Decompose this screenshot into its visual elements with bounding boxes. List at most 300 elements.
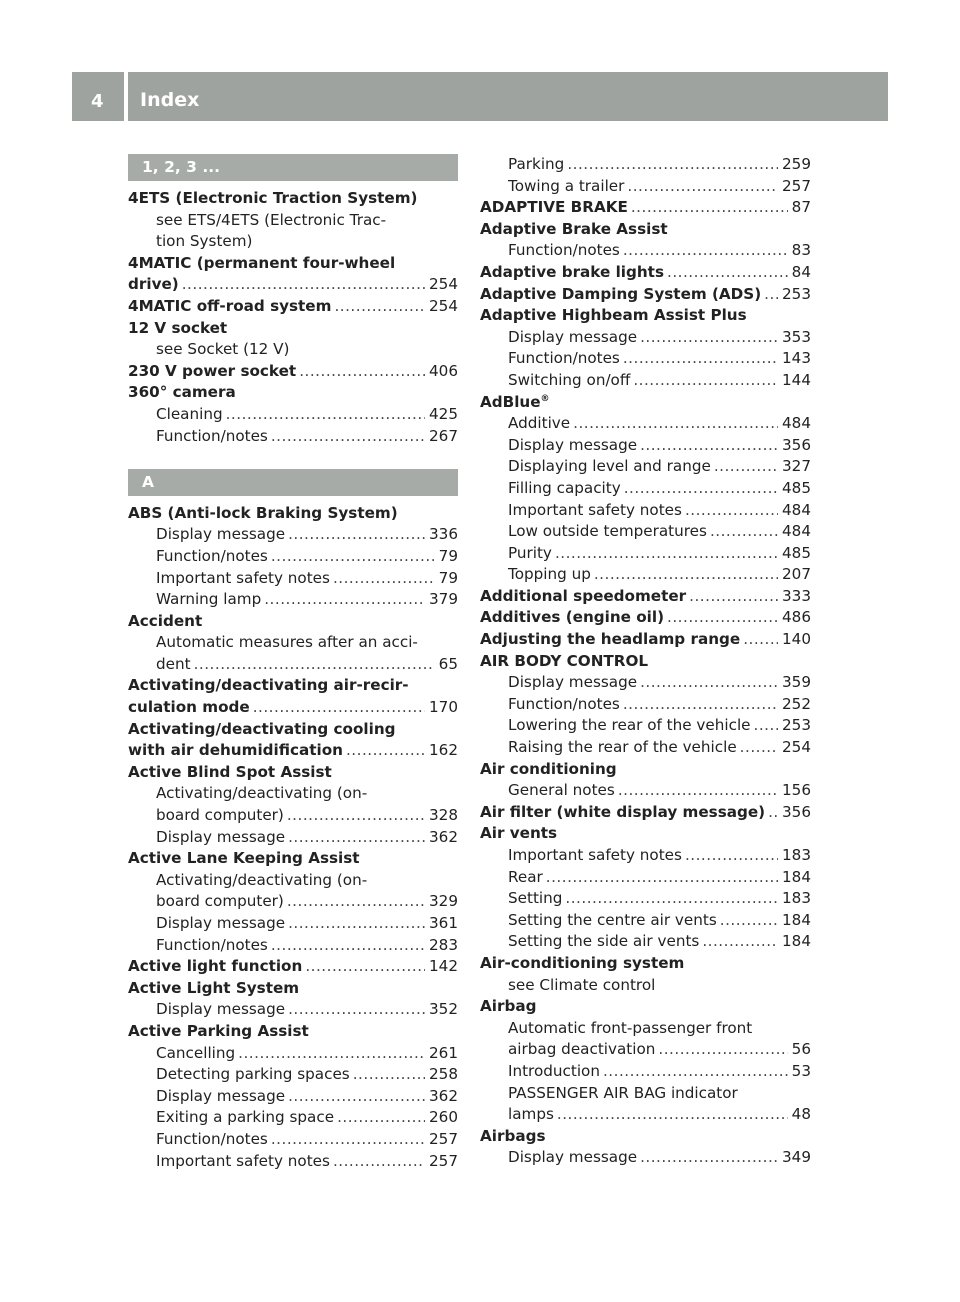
entry-text: Automatic front-passenger front [508, 1018, 753, 1037]
entry-text: Active Light System [128, 978, 300, 997]
page-reference: 257 [782, 176, 811, 195]
page-reference: 485 [782, 478, 811, 497]
entry-with-page [508, 478, 811, 500]
entry-text: AdBlue [480, 392, 541, 411]
entry-with-page [508, 564, 811, 586]
page-reference: 327 [782, 457, 811, 476]
page-reference: 484 [782, 522, 811, 541]
entry-text: Display message [156, 914, 286, 932]
entry-text: Parking [508, 155, 565, 173]
dot-leader [689, 586, 778, 608]
entry-with-page [156, 546, 458, 568]
entry-with-page [508, 931, 811, 953]
dot-leader [333, 568, 435, 590]
page-reference: 142 [429, 957, 458, 976]
entry-text: Function/notes [156, 426, 268, 445]
index-entry [128, 740, 458, 762]
entry-text: Display message [156, 827, 286, 846]
index-subentry [480, 348, 811, 370]
dot-leader [288, 913, 425, 935]
index-entry [480, 586, 811, 608]
entry-with-page [508, 543, 811, 565]
entry-text: Setting the side air vents [508, 932, 700, 951]
dot-leader [299, 361, 425, 383]
entry-with-page [156, 524, 458, 546]
entry-with-page [508, 715, 811, 737]
entry-text: 4MATIC off-road system [128, 296, 332, 315]
index-entry [128, 188, 458, 210]
entry-with-page [156, 654, 458, 676]
entry-text: Display message [508, 673, 638, 692]
entry-text: Cleaning [156, 404, 223, 423]
entry-text: Adaptive Highbeam Assist Plus [480, 306, 747, 325]
entry-text: PASSENGER AIR BAG indicator [508, 1083, 738, 1102]
entry-text: with air dehumidification [128, 741, 343, 760]
page-reference: 162 [429, 741, 458, 760]
dot-leader [623, 348, 778, 370]
entry-with-page [156, 891, 458, 913]
entry-with-page [128, 274, 458, 296]
entry-text: lamps [508, 1105, 554, 1124]
index-subentry [480, 888, 811, 910]
dot-leader [667, 607, 778, 629]
entry-text: Activating/deactivating (on- [156, 870, 368, 889]
index-subentry [480, 456, 811, 478]
index-entry [480, 219, 811, 241]
entry-with-page [508, 521, 811, 543]
entry-with-page [508, 867, 811, 889]
page-reference: 362 [429, 827, 458, 846]
index-subentry [128, 827, 458, 849]
entry-text: Setting [508, 889, 563, 908]
index-entry [480, 996, 811, 1018]
dot-leader [743, 629, 778, 651]
entry-text: Additive [508, 414, 571, 433]
index-subentry [128, 891, 458, 913]
entry-text: Adaptive Brake Assist [480, 219, 668, 238]
entry-text: Towing a trailer [508, 176, 625, 195]
index-column-left [128, 154, 458, 1172]
entry-text: Adaptive brake lights [480, 262, 664, 281]
index-subentry [480, 543, 811, 565]
dot-leader [627, 176, 778, 198]
page-reference: 352 [429, 1000, 458, 1019]
page-title: Index [140, 89, 200, 111]
entry-text: Activating/deactivating cooling [128, 719, 396, 738]
index-subentry [480, 1061, 811, 1083]
entry-with-page [480, 284, 811, 306]
index-entry [128, 382, 458, 404]
dot-leader [667, 262, 788, 284]
entry-text: Filling capacity [508, 478, 621, 497]
entry-text: Adjusting the headlamp range [480, 630, 741, 649]
entry-text: Display message [508, 327, 638, 346]
dot-leader [238, 1043, 425, 1065]
entry-text: AIR BODY CONTROL [480, 651, 649, 670]
entry-text: Function/notes [156, 1129, 268, 1148]
index-subentry [480, 327, 811, 349]
index-group-a [128, 503, 458, 1172]
dot-leader [764, 284, 778, 306]
page-reference: 484 [782, 414, 811, 433]
index-entry [128, 361, 458, 383]
page-reference: 257 [429, 1129, 458, 1148]
page-reference: 144 [782, 370, 811, 389]
index-subentry [128, 426, 458, 448]
entry-text: Function/notes [508, 241, 620, 260]
section-header-a: A [128, 469, 458, 496]
page-reference: 362 [429, 1086, 458, 1105]
entry-with-page [508, 737, 811, 759]
entry-text: Activating/deactivating air-recir- [128, 676, 409, 695]
index-subentry [480, 737, 811, 759]
index-entry [480, 759, 811, 781]
dot-leader [685, 500, 778, 522]
entry-with-page [480, 629, 811, 651]
index-subentry [128, 632, 458, 654]
index-subentry [128, 546, 458, 568]
entry-text: Function/notes [156, 546, 268, 565]
entry-text: board computer) [156, 806, 284, 825]
entry-text: Important safety notes [156, 568, 330, 587]
page-reference: 53 [791, 1061, 811, 1080]
index-entry [128, 1021, 458, 1043]
index-group-numbers [128, 188, 458, 447]
index-entry [480, 607, 811, 629]
page-reference: 258 [429, 1065, 458, 1084]
index-subentry [480, 867, 811, 889]
entry-text: 12 V socket [128, 318, 228, 337]
dot-leader [720, 910, 778, 932]
index-subentry [480, 780, 811, 802]
index-entry [128, 274, 458, 296]
entry-text: board computer) [156, 892, 284, 911]
entry-with-page [156, 935, 458, 957]
dot-leader [618, 780, 778, 802]
index-group-a-continued [480, 154, 811, 1169]
dot-leader [640, 672, 778, 694]
page-reference: 84 [791, 262, 811, 281]
entry-text: Rear [508, 867, 543, 886]
page-reference: 207 [782, 565, 811, 584]
dot-leader [754, 715, 778, 737]
index-subentry [128, 1107, 458, 1129]
entry-with-page [508, 845, 811, 867]
dot-leader [264, 589, 425, 611]
index-entry [480, 802, 811, 824]
entry-with-page [156, 1086, 458, 1108]
page-number: 4 [91, 91, 104, 112]
dot-leader [337, 1107, 425, 1129]
entry-with-page [156, 404, 458, 426]
index-column-right [480, 154, 811, 1169]
page-reference: 328 [429, 806, 458, 825]
index-subentry [128, 210, 458, 232]
page-reference: 170 [429, 698, 458, 717]
index-subentry [480, 931, 811, 953]
page-reference: 254 [429, 296, 458, 315]
entry-with-page [508, 240, 811, 262]
entry-text: Function/notes [508, 349, 620, 368]
index-subentry [128, 913, 458, 935]
page-reference: 356 [782, 435, 811, 454]
index-subentry [128, 654, 458, 676]
index-entry [128, 611, 458, 633]
entry-with-page [156, 1064, 458, 1086]
entry-with-page [508, 910, 811, 932]
entry-with-page [480, 802, 811, 824]
index-entry [128, 956, 458, 978]
entry-text: tion System) [156, 232, 253, 251]
entry-text: General notes [508, 781, 615, 800]
page-reference: 267 [429, 426, 458, 445]
entry-text: 360° camera [128, 383, 236, 402]
index-entry [128, 503, 458, 525]
entry-text: dent [156, 654, 191, 673]
dot-leader [640, 327, 778, 349]
dot-leader [287, 805, 425, 827]
entry-text: Detecting parking spaces [156, 1065, 350, 1084]
entry-with-page [480, 262, 811, 284]
entry-with-page [508, 370, 811, 392]
page-reference: 406 [429, 361, 458, 380]
entry-with-page [480, 607, 811, 629]
index-subentry [480, 845, 811, 867]
registered-mark: ® [540, 393, 550, 404]
page-reference: 253 [782, 716, 811, 735]
index-subentry [128, 783, 458, 805]
entry-with-page [156, 999, 458, 1021]
index-subentry [480, 1104, 811, 1126]
page-reference: 252 [782, 694, 811, 713]
dot-leader [624, 478, 778, 500]
entry-text: Adaptive Damping System (ADS) [480, 284, 762, 303]
entry-text: Displaying level and range [508, 457, 711, 476]
page-reference: 87 [791, 198, 811, 217]
index-subentry [480, 154, 811, 176]
section-header-numbers: 1, 2, 3 ... [128, 154, 458, 181]
entry-with-page [128, 361, 458, 383]
entry-with-page [508, 456, 811, 478]
index-subentry [128, 1043, 458, 1065]
page-reference: 425 [429, 404, 458, 423]
index-entry [480, 262, 811, 284]
dot-leader [546, 867, 778, 889]
entry-text: Display message [508, 1148, 638, 1167]
entry-with-page [128, 740, 458, 762]
index-entry [480, 823, 811, 845]
index-entry [480, 629, 811, 651]
entry-with-page [508, 348, 811, 370]
index-subentry [480, 413, 811, 435]
dot-leader [573, 413, 778, 435]
index-subentry [480, 500, 811, 522]
index-subentry [128, 1064, 458, 1086]
index-subentry [128, 231, 458, 253]
entry-with-page [508, 1061, 811, 1083]
entry-text: Warning lamp [156, 590, 262, 609]
page-reference: 485 [782, 543, 811, 562]
spacer [128, 447, 458, 469]
page-reference: 183 [782, 889, 811, 908]
entry-text: Display message [508, 435, 638, 454]
index-subentry [128, 935, 458, 957]
dot-leader [271, 935, 425, 957]
dot-leader [710, 521, 778, 543]
index-subentry [480, 1083, 811, 1105]
page-reference: 259 [782, 155, 811, 173]
dot-leader [640, 435, 778, 457]
entry-text: Important safety notes [508, 846, 682, 864]
index-subentry [128, 339, 458, 361]
entry-text: Display message [156, 1086, 286, 1105]
entry-with-page [156, 913, 458, 935]
entry-text: ABS (Anti-lock Braking System) [128, 503, 398, 522]
index-subentry [128, 1086, 458, 1108]
page-reference: 356 [782, 802, 811, 821]
entry-with-page [156, 426, 458, 448]
index-subentry [128, 870, 458, 892]
dot-leader [623, 240, 788, 262]
index-subentry [480, 715, 811, 737]
entry-with-page [508, 500, 811, 522]
entry-with-page [508, 1039, 811, 1061]
entry-text: Raising the rear of the vehicle [508, 738, 737, 757]
entry-with-page [508, 413, 811, 435]
dot-leader [353, 1064, 425, 1086]
index-entry [128, 253, 458, 275]
dot-leader [702, 931, 778, 953]
entry-text: 4MATIC (permanent four-wheel [128, 253, 396, 272]
entry-with-page [508, 327, 811, 349]
entry-text: Low outside temperatures [508, 522, 707, 541]
page-reference: 349 [782, 1148, 811, 1167]
dot-leader [182, 274, 425, 296]
dot-leader [555, 543, 778, 565]
entry-with-page [508, 888, 811, 910]
page-reference: 361 [429, 914, 458, 932]
entry-text: Additional speedometer [480, 586, 687, 605]
entry-text: see Climate control [508, 975, 656, 994]
dot-leader [288, 827, 425, 849]
page-reference: 253 [782, 284, 811, 303]
entry-with-page [156, 1151, 458, 1173]
entry-with-page [128, 956, 458, 978]
entry-text: 230 V power socket [128, 361, 297, 380]
entry-text: Introduction [508, 1061, 600, 1080]
entry-text: see ETS/4ETS (Electronic Trac- [156, 210, 387, 229]
index-entry [128, 296, 458, 318]
index-subentry [128, 1129, 458, 1151]
index-subentry [128, 589, 458, 611]
index-subentry [480, 176, 811, 198]
entry-text: Air vents [480, 824, 558, 843]
dot-leader [346, 740, 425, 762]
entry-with-page [128, 697, 458, 719]
index-entry [480, 284, 811, 306]
dot-leader [557, 1104, 788, 1126]
index-subentry [480, 672, 811, 694]
page-reference: 283 [429, 935, 458, 954]
index-subentry [480, 240, 811, 262]
page-reference: 184 [782, 932, 811, 951]
entry-with-page [156, 568, 458, 590]
entry-with-page [156, 1129, 458, 1151]
entry-text: see Socket (12 V) [156, 340, 290, 359]
entry-with-page [508, 694, 811, 716]
page-reference: 143 [782, 349, 811, 368]
dot-leader [253, 697, 425, 719]
dot-leader [194, 654, 435, 676]
index-entry [128, 978, 458, 1000]
index-entry [128, 762, 458, 784]
index-subentry [128, 999, 458, 1021]
header-separator [124, 72, 128, 121]
entry-text: Lowering the rear of the vehicle [508, 716, 751, 735]
dot-leader [640, 1147, 778, 1169]
entry-with-page [508, 672, 811, 694]
dot-leader [288, 999, 425, 1021]
index-subentry [480, 910, 811, 932]
page-reference: 184 [782, 910, 811, 929]
entry-text: Automatic measures after an acci- [156, 633, 418, 652]
entry-text: Exiting a parking space [156, 1108, 335, 1127]
index-entry [128, 675, 458, 697]
dot-leader [287, 891, 425, 913]
entry-text: ADAPTIVE BRAKE [480, 198, 628, 217]
index-entry [128, 697, 458, 719]
index-entry [480, 1126, 811, 1148]
page-reference: 257 [429, 1151, 458, 1170]
index-subentry [480, 975, 811, 997]
dot-leader [271, 546, 435, 568]
dot-leader [768, 802, 778, 824]
index-entry [480, 953, 811, 975]
entry-with-page [156, 1107, 458, 1129]
entry-text: Important safety notes [156, 1151, 330, 1170]
entry-with-page [508, 176, 811, 198]
entry-text: Active Parking Assist [128, 1021, 309, 1040]
entry-text: 4ETS (Electronic Traction System) [128, 189, 418, 207]
index-subentry [480, 521, 811, 543]
page-reference: 261 [429, 1043, 458, 1062]
page-reference: 156 [782, 781, 811, 800]
dot-leader [623, 694, 778, 716]
dot-leader [714, 456, 778, 478]
entry-text: Air filter (white display message) [480, 802, 766, 821]
dot-leader [565, 888, 778, 910]
index-subentry [128, 1151, 458, 1173]
page-reference: 329 [429, 892, 458, 911]
index-entry [480, 305, 811, 327]
entry-text: Activating/deactivating (on- [156, 784, 368, 803]
page-reference: 183 [782, 846, 811, 864]
entry-text: Function/notes [508, 694, 620, 713]
entry-with-page [508, 435, 811, 457]
dot-leader [226, 404, 425, 426]
index-entry [128, 318, 458, 340]
entry-with-page [156, 589, 458, 611]
entry-text: Airbags [480, 1126, 546, 1145]
index-subentry [128, 524, 458, 546]
index-entry [480, 651, 811, 673]
entry-text: Air-conditioning system [480, 953, 685, 972]
page-reference: 333 [782, 586, 811, 605]
page-reference: 486 [782, 608, 811, 627]
entry-text: Active Lane Keeping Assist [128, 849, 360, 868]
index-subentry [128, 404, 458, 426]
entry-with-page [156, 805, 458, 827]
